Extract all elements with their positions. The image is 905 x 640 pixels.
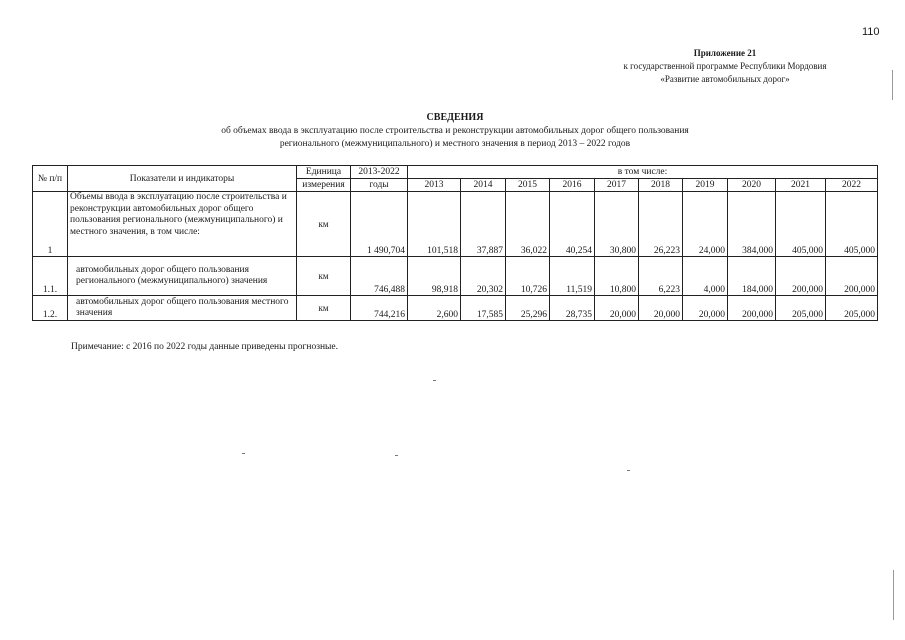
table-row <box>33 296 878 321</box>
row-value: 40,254 <box>550 192 595 257</box>
row-total: 744,216 <box>351 296 408 321</box>
heading-line-2: регионального (межмуниципального) и местного значения в период 2013 – 2022 годов <box>279 139 631 149</box>
page-number: 110 <box>862 26 880 38</box>
data-table <box>32 165 878 321</box>
footnote: Примечание: с 2016 по 2022 годы данные приведены прогнозные. <box>71 342 339 352</box>
header-total-2: годы <box>351 179 408 192</box>
row-number: 1.2. <box>33 296 68 321</box>
header-year: 2019 <box>683 179 728 192</box>
row-value: 20,000 <box>639 296 683 321</box>
header-year: 2014 <box>461 179 506 192</box>
row-indicator: Объемы ввода в эксплуатацию после строительства и реконструкции автомобильных дорог общего пользования регионального (межмуниципального) и местного значения, в том числе: <box>68 192 297 257</box>
row-indicator: автомобильных дорог общего пользования местного значения <box>68 296 297 321</box>
row-value: 184,000 <box>728 257 776 296</box>
row-value: 405,000 <box>776 192 826 257</box>
table-row <box>33 257 878 296</box>
table-header-row <box>33 166 878 179</box>
row-value: 37,887 <box>461 192 506 257</box>
header-year: 2016 <box>550 179 595 192</box>
row-value: 10,726 <box>506 257 550 296</box>
row-number: 1 <box>33 192 68 257</box>
appendix-title: Приложение 21 <box>693 48 757 58</box>
row-value: 101,518 <box>408 192 461 257</box>
table-row <box>33 192 878 257</box>
row-value: 25,296 <box>506 296 550 321</box>
row-value: 30,800 <box>595 192 639 257</box>
header-unit-1: Единица <box>297 166 351 179</box>
row-value: 20,000 <box>683 296 728 321</box>
header-year: 2018 <box>639 179 683 192</box>
row-value: 200,000 <box>776 257 826 296</box>
scan-edge-mark <box>893 570 894 620</box>
row-unit: км <box>297 257 351 296</box>
row-value: 24,000 <box>683 192 728 257</box>
header-number: № п/п <box>33 166 68 192</box>
row-value: 4,000 <box>683 257 728 296</box>
row-value: 200,000 <box>728 296 776 321</box>
row-number: 1.1. <box>33 257 68 296</box>
header-including: в том числе: <box>408 166 878 179</box>
header-year: 2020 <box>728 179 776 192</box>
row-value: 384,000 <box>728 192 776 257</box>
row-value: 6,223 <box>639 257 683 296</box>
header-year: 2017 <box>595 179 639 192</box>
appendix-line-1: к государственной программе Республики Мордовия <box>623 61 827 71</box>
row-value: 20,302 <box>461 257 506 296</box>
row-unit: км <box>297 296 351 321</box>
row-value: 10,800 <box>595 257 639 296</box>
header-total-1: 2013-2022 <box>351 166 408 179</box>
scan-speck <box>433 380 436 381</box>
heading-title: СВЕДЕНИЯ <box>426 112 484 123</box>
scan-edge-mark <box>892 70 893 100</box>
document-heading <box>150 111 760 152</box>
header-year: 2013 <box>408 179 461 192</box>
row-total: 746,488 <box>351 257 408 296</box>
row-indicator: автомобильных дорог общего пользования регионального (межмуниципального) значения <box>68 257 297 296</box>
appendix-block <box>560 47 890 86</box>
scan-speck <box>395 455 398 456</box>
header-year: 2022 <box>826 179 878 192</box>
row-value: 36,022 <box>506 192 550 257</box>
header-year: 2021 <box>776 179 826 192</box>
row-value: 200,000 <box>826 257 878 296</box>
row-value: 17,585 <box>461 296 506 321</box>
row-value: 2,600 <box>408 296 461 321</box>
row-value: 98,918 <box>408 257 461 296</box>
row-value: 205,000 <box>826 296 878 321</box>
row-unit: км <box>297 192 351 257</box>
row-value: 20,000 <box>595 296 639 321</box>
row-total: 1 490,704 <box>351 192 408 257</box>
row-value: 11,519 <box>550 257 595 296</box>
header-unit-2: измерения <box>297 179 351 192</box>
row-value: 205,000 <box>776 296 826 321</box>
header-year: 2015 <box>506 179 550 192</box>
scan-speck <box>242 453 245 454</box>
row-value: 28,735 <box>550 296 595 321</box>
header-indicator: Показатели и индикаторы <box>68 166 297 192</box>
scan-speck <box>627 470 630 471</box>
heading-line-1: об объемах ввода в эксплуатацию после строительства и реконструкции автомобильных дорог общего пользования <box>221 125 689 136</box>
appendix-line-2: «Развитие автомобильных дорог» <box>660 74 790 84</box>
row-value: 405,000 <box>826 192 878 257</box>
row-value: 26,223 <box>639 192 683 257</box>
